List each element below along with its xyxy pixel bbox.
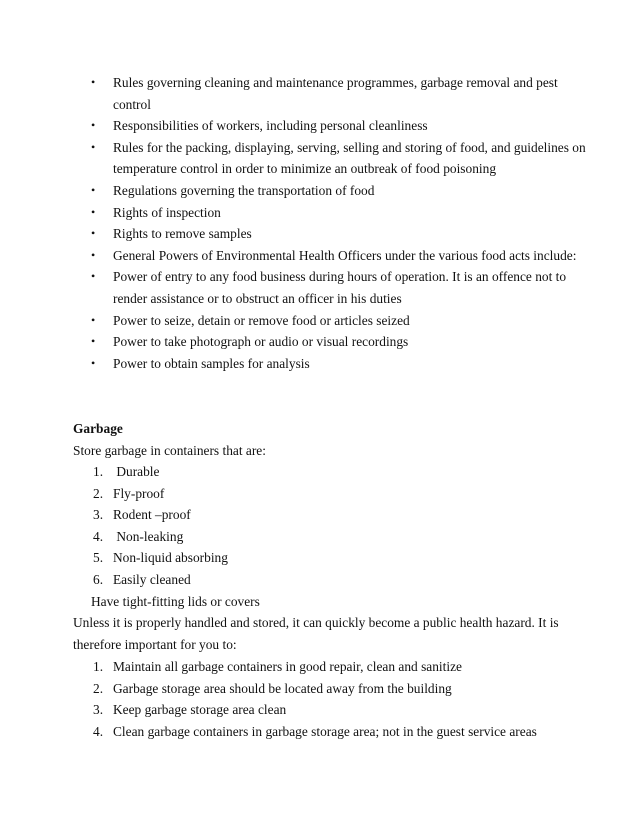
- list-item: • Power to obtain samples for analysis: [89, 353, 589, 375]
- list-item: • Rules for the packing, displaying, serving, selling and storing of food, and guidelines on: [89, 137, 589, 159]
- bullet-icon: •: [91, 355, 96, 370]
- list-item: 1. Maintain all garbage containers in good repair, clean and sanitize: [93, 659, 462, 674]
- bullet-icon: •: [91, 312, 96, 327]
- list-item: 4. Clean garbage containers in garbage storage area; not in the guest service areas: [93, 723, 537, 739]
- warning-line-1: Unless it is properly handled and stored, it can quickly become a public health hazard. It is: [73, 615, 559, 630]
- list-item: • Power to take photograph or audio or visual recordings: [89, 331, 589, 353]
- garbage-steps-list: [89, 656, 579, 742]
- container-requirements-list: [89, 461, 579, 591]
- garbage-intro: Store garbage in containers that are:: [73, 443, 266, 458]
- bullet-icon: •: [91, 204, 96, 219]
- bullet-icon: •: [91, 269, 96, 284]
- bullet-icon: •: [91, 118, 96, 133]
- list-item: • Power to seize, detain or remove food or articles seized: [89, 310, 589, 332]
- list-item: 1. Durable: [93, 464, 160, 479]
- list-item-continuation: render assistance or to obstruct an officer in his duties: [113, 290, 402, 306]
- bullet-icon: •: [91, 182, 96, 197]
- list-item: • General Powers of Environmental Health Officers under the various food acts include:: [89, 245, 589, 267]
- warning-line-2: therefore important for you to:: [73, 637, 237, 652]
- list-item: 6. Easily cleaned: [93, 571, 191, 587]
- list-item: 5. Non-liquid absorbing: [93, 550, 228, 566]
- list-item-continuation: temperature control in order to minimize an outbreak of food poisoning: [113, 161, 497, 177]
- list-item: 4. Non-leaking: [93, 528, 184, 544]
- list-item: 3. Rodent –proof: [93, 507, 191, 523]
- list-item: • Rights to remove samples: [89, 223, 589, 245]
- list-item: • Power of entry to any food business during hours of operation. It is an offence not to: [89, 266, 589, 288]
- list-item: • Regulations governing the transportation of food: [89, 180, 589, 202]
- list-item: 3. Keep garbage storage area clean: [93, 702, 287, 718]
- bullet-icon: •: [91, 139, 96, 154]
- lids-line: Have tight-fitting lids or covers: [91, 594, 260, 609]
- list-item: • Rules governing cleaning and maintenance programmes, garbage removal and pest: [89, 72, 589, 94]
- bullet-icon: •: [91, 247, 96, 262]
- list-item: 2. Garbage storage area should be located away from the building: [93, 680, 452, 696]
- bullet-icon: •: [91, 75, 96, 89]
- list-item: • Rights of inspection: [89, 202, 589, 224]
- list-item-continuation: control: [113, 96, 151, 112]
- section-heading-garbage: Garbage: [73, 421, 123, 436]
- bullet-icon: •: [91, 226, 96, 241]
- bullet-icon: •: [91, 334, 96, 349]
- list-item: • Responsibilities of workers, including personal cleanliness: [89, 115, 589, 137]
- list-item: 2. Fly-proof: [93, 485, 165, 501]
- regulations-bullet-list: [89, 72, 589, 374]
